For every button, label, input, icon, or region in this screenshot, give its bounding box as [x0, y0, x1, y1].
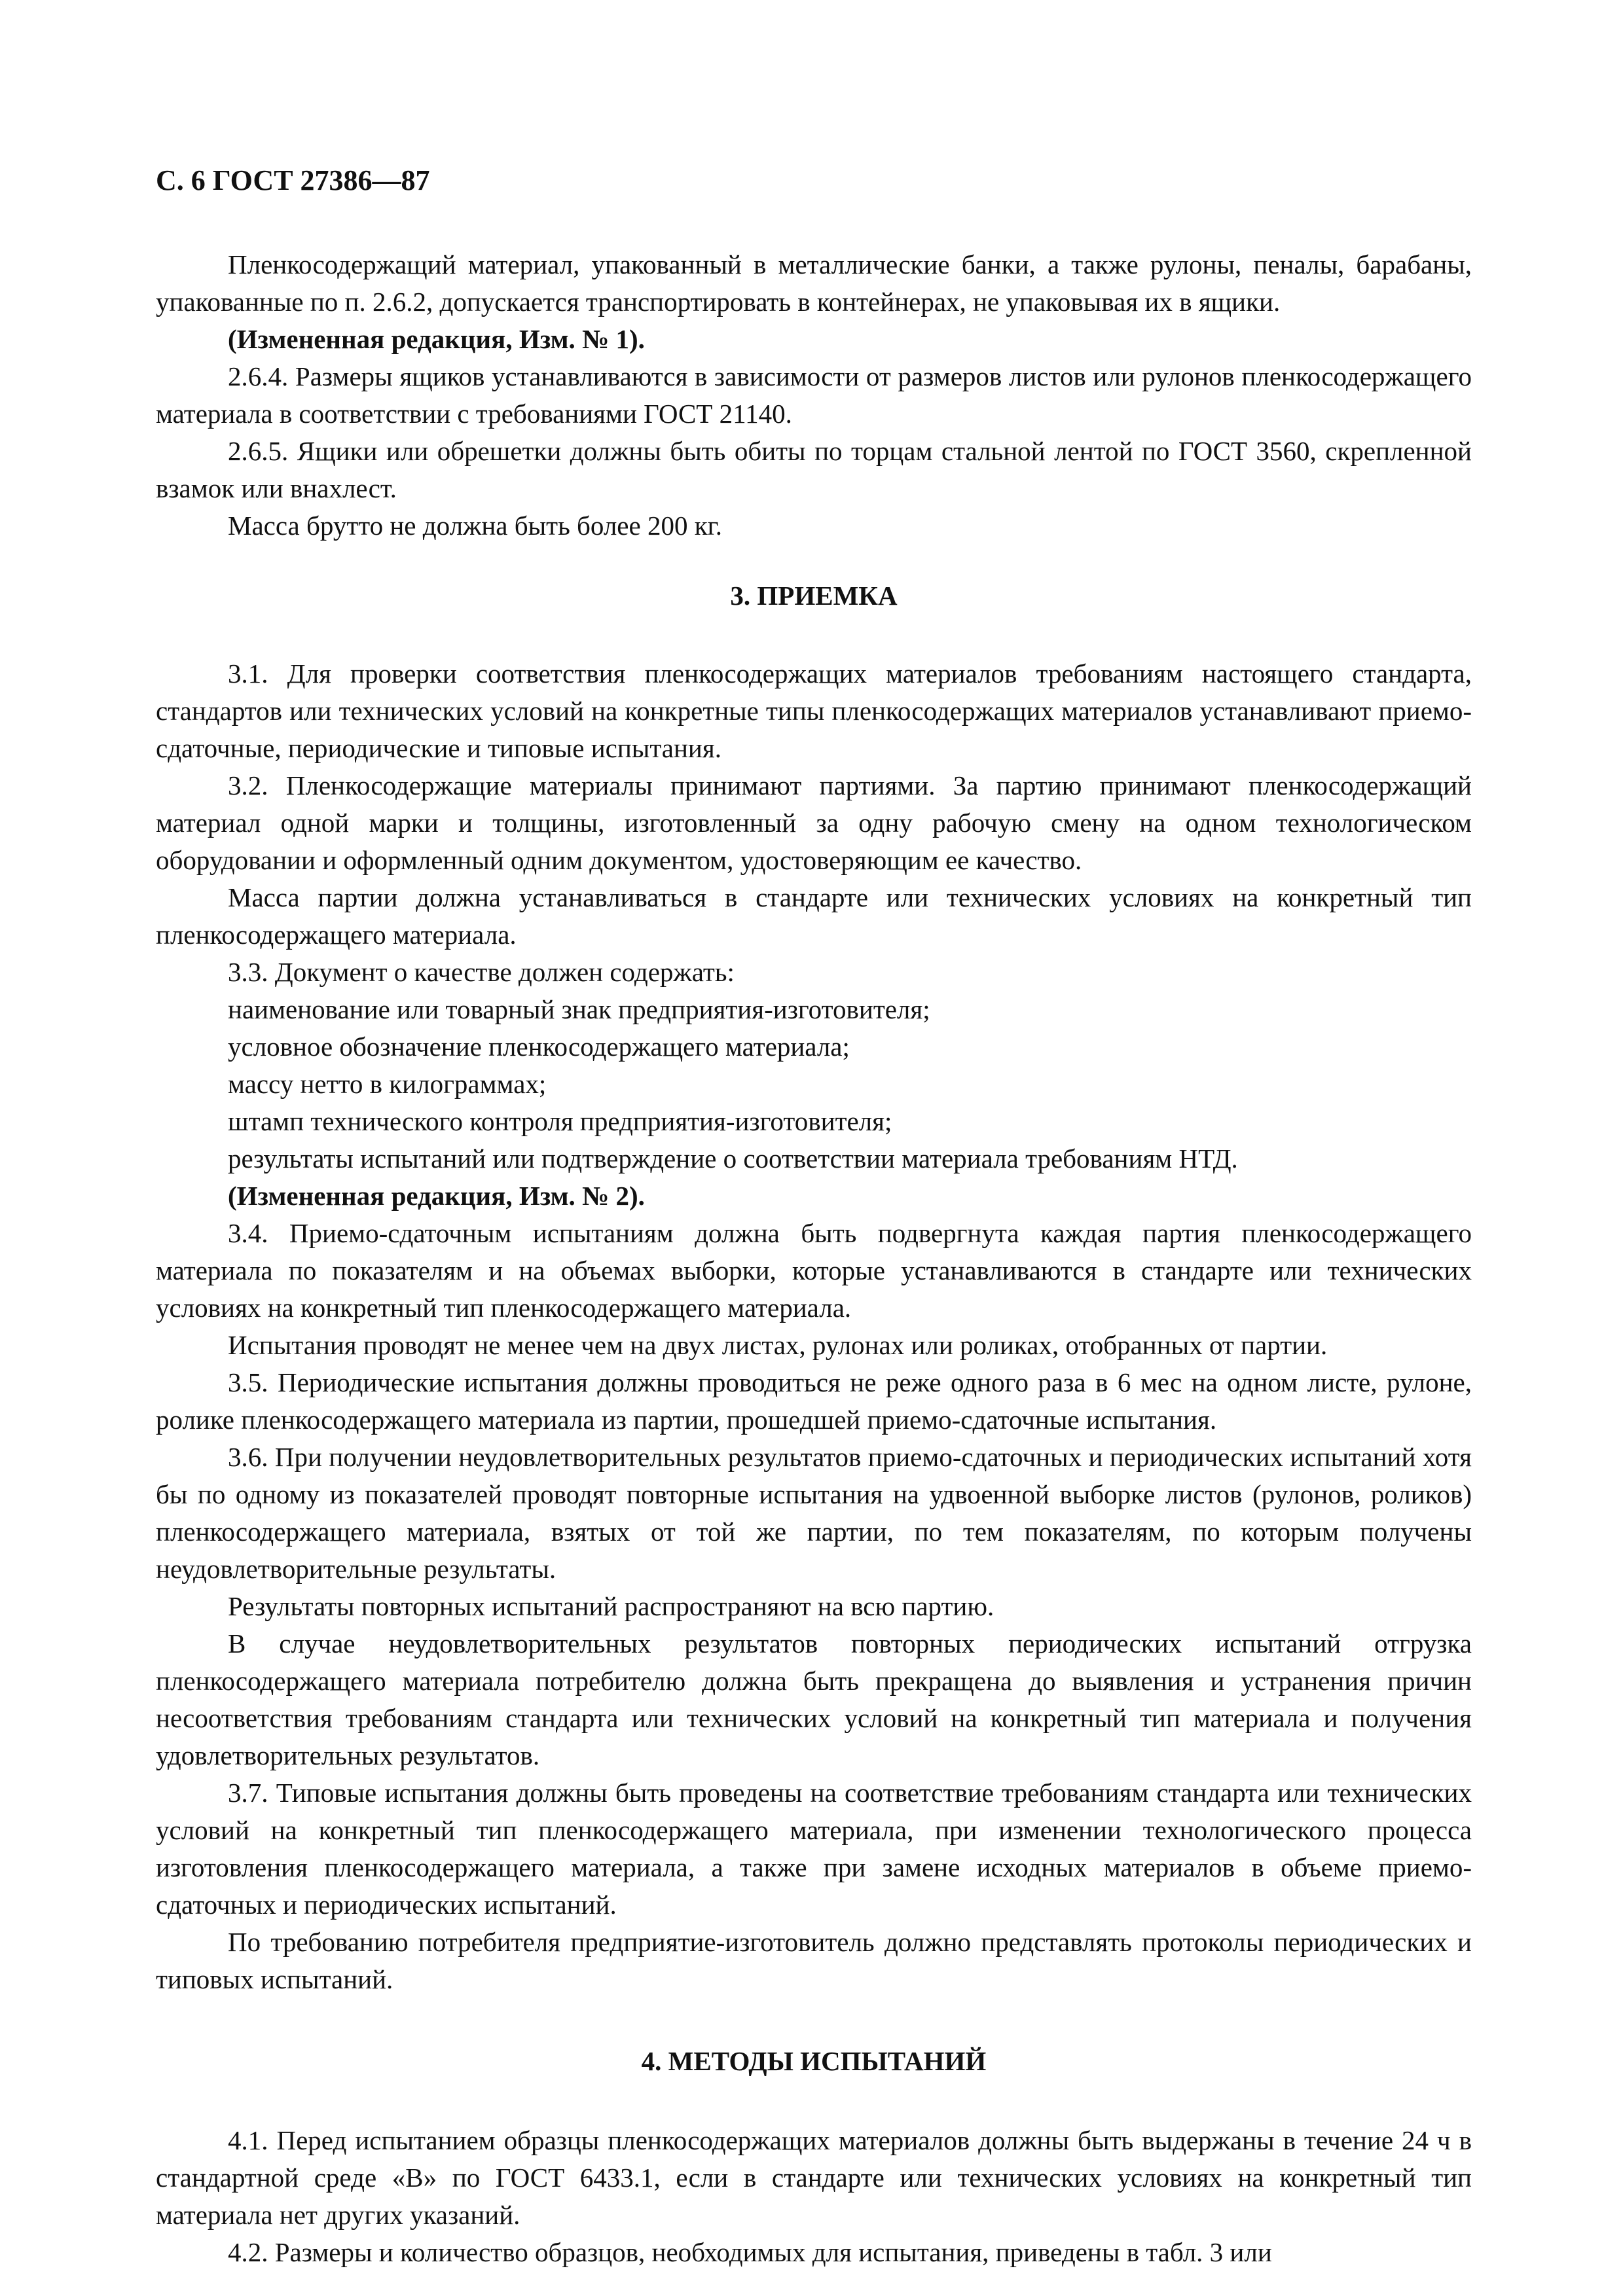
paragraph-3-4: 3.4. Приемо-сдаточным испытаниям должна быть подвергнута каждая партия пленкосодержащего материала по показателям и на объемах выборки, которые устанавливаются в стандарте или технических условиях на конкретный тип пленкосодержащего материала. [156, 1218, 1472, 1323]
paragraph-2-6-5: 2.6.5. Ящики или обрешетки должны быть обиты по торцам стальной лентой по ГОСТ 3560, скрепленной взамок или внахлест. [156, 436, 1472, 503]
paragraph-3-6: 3.6. При получении неудовлетворительных результатов приемо-сдаточных и периодических испытаний хотя бы по одному из показателей проводят повторные испытания на удвоенной выборке листов (рулонов, роликов) пленкосодержащего материала, взятых от той же партии, по тем показателям, по которым получены неудовлетворительные результаты. [156, 1442, 1472, 1584]
page-header: С. 6 ГОСТ 27386—87 [156, 164, 430, 196]
paragraph-test-protocols: По требованию потребителя предприятие-изготовитель должно представлять протоколы периодических и типовых испытаний. [156, 1927, 1472, 1994]
list-item: условное обозначение пленкосодержащего материала; [228, 1031, 850, 1062]
paragraph-3-7: 3.7. Типовые испытания должны быть проведены на соответствие требованиям стандарта или технических условий на конкретный тип пленкосодержащего материала, при изменении технологического процесса изготовления пленкосодержащего материала, а также при замене исходных материалов в объеме приемо-сдаточных и периодических испытаний. [156, 1778, 1472, 1920]
list-item: результаты испытаний или подтверждение о соответствии материала требованиям НТД. [228, 1143, 1238, 1174]
paragraph-2-6-4: 2.6.4. Размеры ящиков устанавливаются в зависимости от размеров листов или рулонов пленкосодержащего материала в соответствии с требованиями ГОСТ 21140. [156, 361, 1472, 429]
paragraph-gross-mass: Масса брутто не должна быть более 200 кг. [228, 511, 723, 541]
paragraph-containers: Пленкосодержащий материал, упакованный в металлические банки, а также рулоны, пеналы, барабаны, упакованные по п. 2.6.2, допускается транспортировать в контейнерах, не упаковывая их в ящики. [156, 249, 1472, 317]
list-item: массу нетто в килограммах; [228, 1069, 547, 1099]
paragraph-repeat-results: Результаты повторных испытаний распространяют на всю партию. [228, 1591, 994, 1621]
paragraph-tests-min-samples: Испытания проводят не менее чем на двух листах, рулонах или роликах, отобранных от партии. [228, 1330, 1328, 1360]
paragraph-4-1: 4.1. Перед испытанием образцы пленкосодержащих материалов должны быть выдержаны в течение 24 ч в стандартной среде «В» по ГОСТ 6433.1, если в стандарте или технических условиях на конкретный тип материала нет других указаний. [156, 2125, 1472, 2230]
list-item: штамп технического контроля предприятия-изготовителя; [228, 1106, 892, 1136]
paragraph-3-5: 3.5. Периодические испытания должны проводиться не реже одного раза в 6 мес на одном листе, рулоне, ролике пленкосодержащего материала из партии, прошедшей приемо-сдаточные испытания. [156, 1367, 1472, 1435]
amendment-note-2: (Измененная редакция, Изм. № 2). [228, 1181, 645, 1211]
document-page [156, 162, 1472, 2271]
paragraph-4-2: 4.2. Размеры и количество образцов, необходимых для испытания, приведены в табл. 3 или [228, 2237, 1272, 2267]
amendment-note-1: (Измененная редакция, Изм. № 1). [228, 324, 645, 354]
section-heading-acceptance: 3. ПРИЕМКА [730, 581, 898, 611]
paragraph-3-1: 3.1. Для проверки соответствия пленкосодержащих материалов требованиям настоящего стандарта, стандартов или технических условий на конкретные типы пленкосодержащих материалов устанавливают приемо-сдаточные, периодические и типовые испытания. [156, 658, 1472, 763]
paragraph-batch-mass: Масса партии должна устанавливаться в стандарте или технических условиях на конкретный тип пленкосодержащего материала. [156, 882, 1472, 950]
paragraph-shipment-stop: В случае неудовлетворительных результатов повторных периодических испытаний отгрузка пленкосодержащего материала потребителю должна быть прекращена до выявления и устранения причин несоответствия требованиям стандарта или технических условий на конкретный тип материала и получения удовлетворительных результатов. [156, 1628, 1472, 1770]
list-item: наименование или товарный знак предприятия-изготовителя; [228, 994, 930, 1024]
paragraph-3-3: 3.3. Документ о качестве должен содержать: [228, 957, 735, 987]
paragraph-3-2: 3.2. Пленкосодержащие материалы принимают партиями. За партию принимают пленкосодержащий материал одной марки и толщины, изготовленный за одну рабочую смену на одном технологическом оборудовании и оформленный одним документом, удостоверяющим ее качество. [156, 770, 1472, 875]
section-heading-test-methods: 4. МЕТОДЫ ИСПЫТАНИЙ [641, 2046, 987, 2076]
